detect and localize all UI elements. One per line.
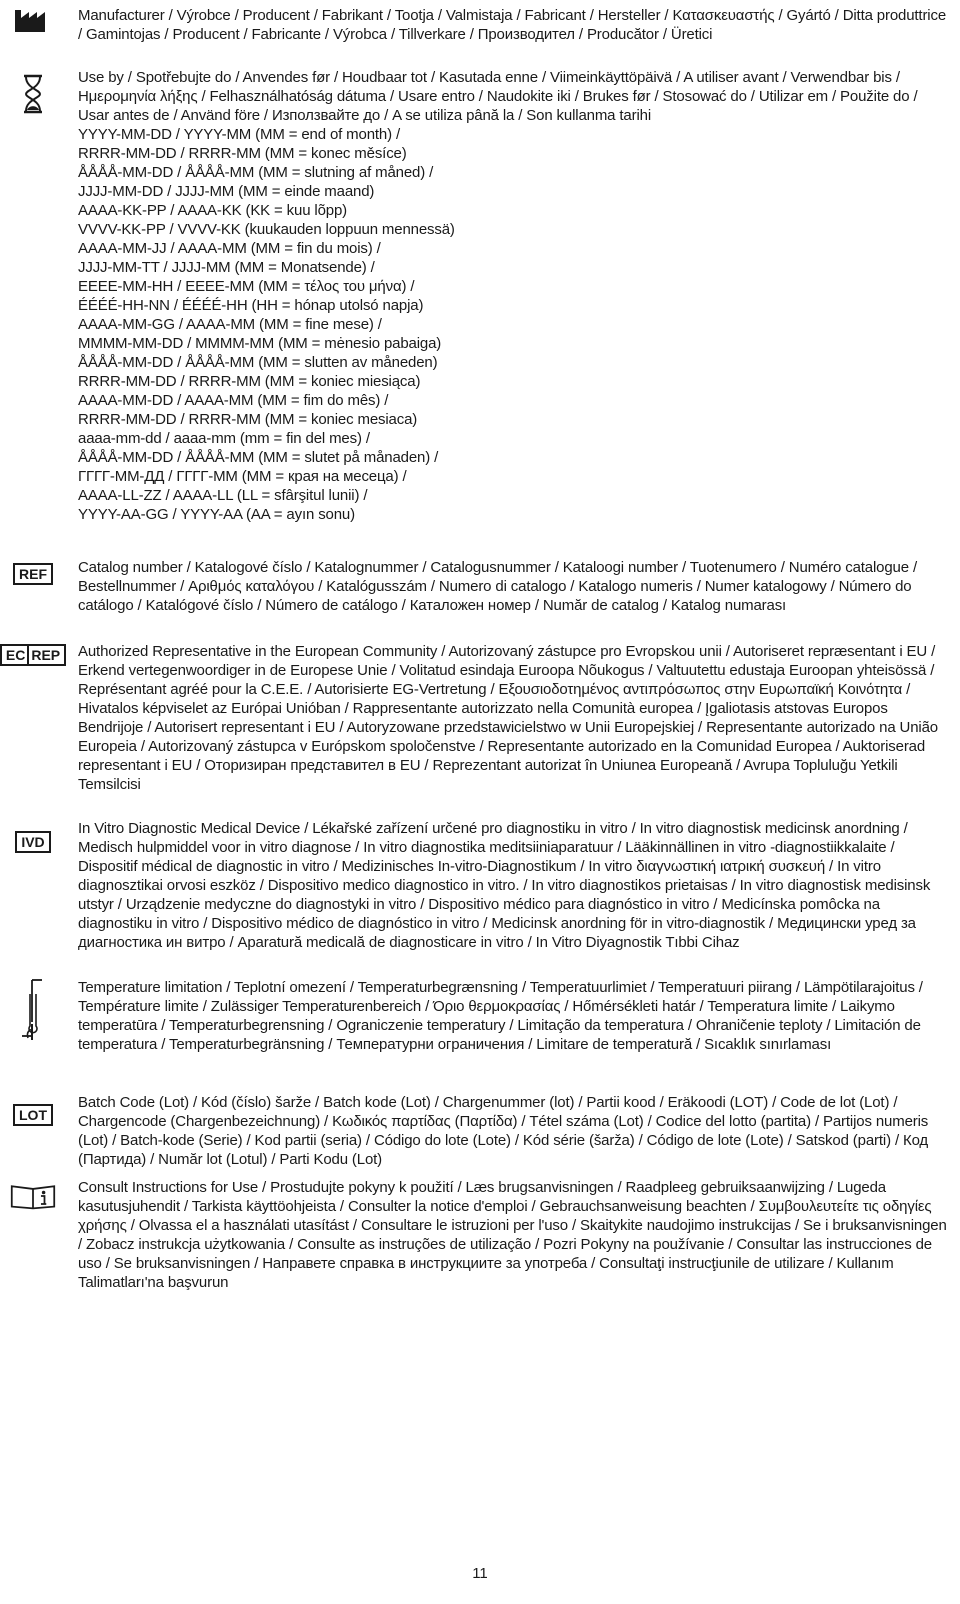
date-format-line: YYYY-MM-DD / YYYY-MM (MM = end of month) / bbox=[78, 126, 400, 143]
page-number: 11 bbox=[472, 1565, 488, 1582]
date-format-line: MMMM-MM-DD / MMMM-MM (MM = mėnesio pabaiga) bbox=[78, 335, 442, 352]
date-format-line: ÅÅÅÅ-MM-DD / ÅÅÅÅ-MM (MM = slutten av måneden) bbox=[78, 354, 438, 371]
thermometer-limit-icon bbox=[10, 974, 56, 1044]
manufacturer-text: Manufacturer / Výrobce / Producent / Fabrikant / Tootja / Valmistaja / Fabricant / Hersteller / Κατασκευαστής / Gyártó / Ditta produttrice / Gamintojas / Producent / Fabricante / Výrobca / Tillverkare / Производител / Producător / Üretici bbox=[78, 7, 947, 43]
ref-catalog-icon bbox=[10, 563, 56, 585]
date-format-line: VVVV-KK-PP / VVVV-KK (kuukauden loppuun mennessä) bbox=[78, 221, 455, 238]
date-format-line: AAAA-MM-DD / AAAA-MM (MM = fim do mês) / bbox=[78, 392, 389, 409]
date-format-line: ÅÅÅÅ-MM-DD / ÅÅÅÅ-MM (MM = slutet på månaden) / bbox=[78, 449, 439, 466]
temperature-limitation-text: Temperature limitation / Teplotní omezení / Temperaturbegrænsning / Temperatuurlimiet / Temperatuuri piirang / Lämpötilarajoitus / Température limite / Zulässiger Temperaturenbereich / Όριο θερμοκρασίας / Hőmérsékleti határ / Temperatura limite / Laikymo temperatūra / Temperaturbegrensning / Ograniczenie temperatury / Limitação da temperatura / Ohraničenie teploty / Limitación de temperatura / Temperaturbegränsning / Температурни ограничения / Limitare de temperatură / Sıcaklık sınırlaması bbox=[78, 979, 923, 1053]
date-format-line: ÅÅÅÅ-MM-DD / ÅÅÅÅ-MM (MM = slutning af måned) / bbox=[78, 164, 434, 181]
lot-label: LOT bbox=[19, 1107, 47, 1123]
ivd-text: In Vitro Diagnostic Medical Device / Lékařské zařízení určené pro diagnostiku in vitro / In vitro diagnostisk medicinsk anordning / Medisch hulpmiddel voor in vitro diagnose / In vitro diagnostika meditsiiniaparatuur / Lääkinnällinen in vitro -diagnostiikkalaite / Dispositif médical de diagnostic in vitro / Medizinisches In-vitro-Diagnostikum / In vitro διαγνωστική ιατρική συσκευή / In vitro diagnosztikai orvosi eszköz / Dispositivo medico diagnostico in vitro. / In vitro diagnostikos prietaisas / In vitro diagnostisk medisinsk utstyr / Urządzenie medyczne do diagnostyki in vitro / Dispositivo médico para diagnóstico in vitro / Medicínska pomôcka na diagnostiku in vitro / Dispositivo médico de diagnóstico in vitro / Medicinsk anordning för in vitro-diagnostik / Медицински уред за диагностика ин витро / Aparatură medicală de diagnosticare in vitro / In Vitro Diyagnostik Tıbbi Cihaz bbox=[78, 820, 931, 951]
authorized-representative-text: Authorized Representative in the European Community / Autorizovaný zástupce pro Evropskou unii / Autoriseret repræsentant i EU / Erkend vertegenwoordiger in de Europese Unie / Volitatud esindaja Euroopa Nõukogus / Valtuutettu edustaja Euroopan yhteisössä / Représentant agréé pour la C.E.E. / Autorisierte EG-Vertretung / Εξουσιοδοτημένος αντιπρόσωπος στην Ευρωπαϊκή Κοινότητα / Hivatalos képviselet az Európai Unióban / Rappresentante autorizzato nella Comunità europea / Įgaliotasis atstovas Europos Bendrijoje / Autorisert representant i EU / Autoryzowane przedstawicielstwo w Unii Europejskiej / Representante autorizado na União Europeia / Autorizovaný zástupca v Európskom spoločenstve / Representante autorizado en la Comunidad Europea / Auktoriserad representant i EU / Оторизиран представител в EU / Reprezentant autorizat în Uniunea Europeană / Avrupa Topluluğu Yetkili Temsilcisi bbox=[78, 643, 938, 793]
date-format-line: YYYY-AA-GG / YYYY-AA (AA = ayın sonu) bbox=[78, 506, 355, 523]
date-format-line: ÉÉÉÉ-HH-NN / ÉÉÉÉ-HH (HH = hónap utolsó napja) bbox=[78, 297, 424, 314]
date-format-line: RRRR-MM-DD / RRRR-MM (MM = koniec mesiaca) bbox=[78, 411, 418, 428]
ec-rep-icon bbox=[5, 644, 61, 666]
date-format-line: AAAA-LL-ZZ / AAAA-LL (LL = sfârşitul lunii) / bbox=[78, 487, 368, 504]
date-format-line: RRRR-MM-DD / RRRR-MM (MM = koniec miesiąca) bbox=[78, 373, 421, 390]
date-format-line: JJJJ-MM-DD / JJJJ-MM (MM = einde maand) bbox=[78, 183, 375, 200]
catalog-number-text: Catalog number / Katalogové číslo / Katalognummer / Catalogusnummer / Kataloogi number / Tuotenumero / Numéro catalogue / Bestellnummer / Αριθμός καταλόγου / Katalógusszám / Numero di catalogo / Katalogo numeris / Numer katalogowy / Número do catálogo / Katalógové číslo / Número de catálogo / Каталожен номер / Număr de catalog / Katalog numarası bbox=[78, 559, 917, 614]
ec-label: EC bbox=[5, 647, 26, 663]
date-format-line: AAAA-MM-JJ / AAAA-MM (MM = fin du mois) / bbox=[78, 240, 381, 257]
date-format-line: EEEE-MM-HH / EEEE-MM (MM = τέλος του μήνα) / bbox=[78, 278, 415, 295]
hourglass-icon bbox=[10, 74, 56, 114]
date-format-line: RRRR-MM-DD / RRRR-MM (MM = konec měsíce) bbox=[78, 145, 407, 162]
date-format-line: aaaa-mm-dd / aaaa-mm (mm = fin del mes) / bbox=[78, 430, 370, 447]
date-format-line: ГГГГ-ММ-ДД / ГГГГ-ММ (ММ = края на месеца) / bbox=[78, 468, 407, 485]
use-by-text: Use by / Spotřebujte do / Anvendes før / Houdbaar tot / Kasutada enne / Viimeinkäyttöpäivä / A utiliser avant / Verwendbar bis / Ημερομηνία λήξης / Felhasználhatóság dátuma / Usare entro / Naudokite iki / Brukes før / Stosować do / Utilizar em / Použite do / Usar antes de / Använd före / Използвайте до / A se utiliza până la / Son kullanma tarihi bbox=[78, 69, 918, 124]
batch-code-text: Batch Code (Lot) / Kód (číslo) šarže / Batch kode (Lot) / Chargenummer (lot) / Partii kood / Eräkoodi (LOT) / Code de lot (Lot) / Chargencode (Chargenbezeichnung) / Κωδικός παρτίδας (Παρτίδα) / Tétel száma (Lot) / Codice del lotto (partita) / Partijos numeris (Lot) / Batch-kode (Serie) / Kod partii (seria) / Código do lote (Lote) / Kód série (šarža) / Código de lote (Lote) / Satskod (parti) / Код (Партида) / Număr lot (Lotul) / Parti Kodu (Lot) bbox=[78, 1094, 929, 1168]
date-format-line: AAAA-KK-PP / AAAA-KK (KK = kuu lõpp) bbox=[78, 202, 348, 219]
ref-label: REF bbox=[19, 566, 47, 582]
consult-instructions-text: Consult Instructions for Use / Prostudujte pokyny k použití / Læs brugsanvisningen / Raadpleeg gebruiksaanwijzing / Lugeda kasutusjuhendit / Tarkista käyttöohjeista / Consulter la notice d'emploi / Gebrauchsanweisung beachten / Συμβουλευτείτε τις οδηγίες χρήσης / Olvassa el a használati utasítást / Consultare le istruzioni per l'uso / Skaitykite naudojimo instrukcijas / Se i bruksanvisningen / Zobacz instrukcja użytkowania / Consulte as instruções de utilização / Pozri Pokyny na používanie / Consultar las instrucciones de uso / Se bruksanvisningen / Направете справка в инструкциите за употреба / Consultaţi instrucţiunile de utilizare / Kullanım Talimatları'na başvurun bbox=[78, 1179, 947, 1291]
lot-icon bbox=[10, 1104, 56, 1126]
consult-instructions-book-icon bbox=[10, 1181, 56, 1211]
ivd-label: IVD bbox=[21, 834, 45, 850]
date-format-line: JJJJ-MM-TT / JJJJ-MM (MM = Monatsende) / bbox=[78, 259, 375, 276]
date-format-line: AAAA-MM-GG / AAAA-MM (MM = fine mese) / bbox=[78, 316, 382, 333]
ivd-icon bbox=[10, 831, 56, 853]
manufacturer-factory-icon bbox=[10, 6, 56, 32]
rep-label: REP bbox=[27, 646, 62, 664]
